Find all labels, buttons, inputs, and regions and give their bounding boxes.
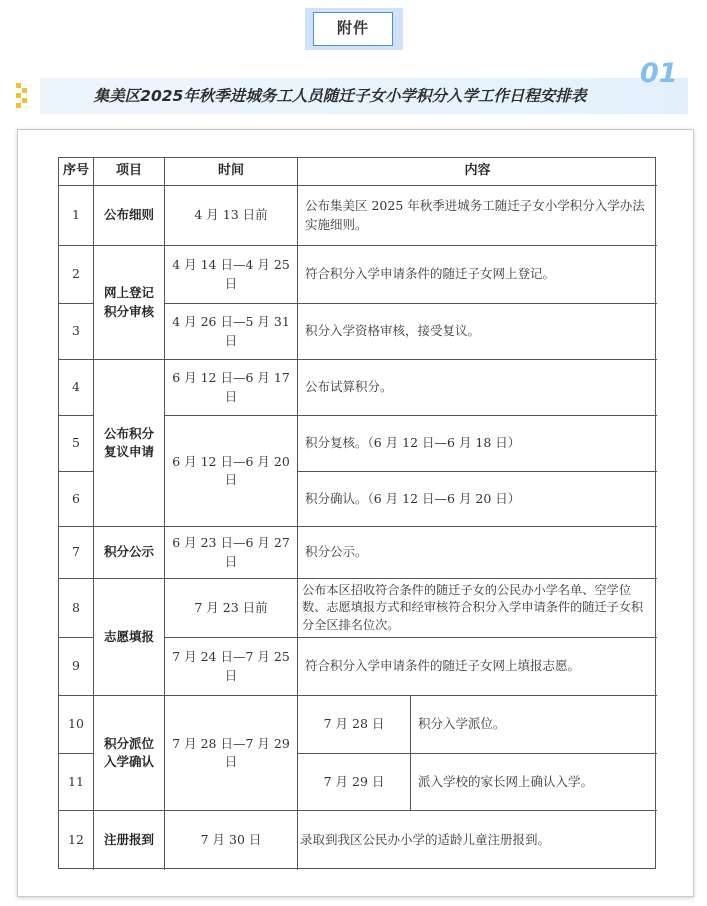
schedule-table (58, 157, 656, 869)
row-content: 公布集美区 2025 年秋季进城务工随迁子女小学积分入学办法实施细则。 (305, 198, 645, 232)
row-sub-time: 7 月 28 日 (323, 716, 385, 732)
col-header-item: 项目 (115, 163, 142, 179)
row-time: 7 月 30 日 (200, 832, 262, 848)
row-content: 积分复核。（6 月 12 日—6 月 18 日） (305, 435, 521, 451)
row-time: 4 月 14 日—4 月 25 日 (172, 257, 290, 291)
row-time: 7 月 28 日—7 月 29 日 (172, 735, 290, 769)
row-time: 7 月 24 日—7 月 25 日 (172, 649, 290, 683)
row-content: 积分入学资格审核，接受复议。 (305, 323, 481, 339)
row-number: 11 (68, 773, 84, 789)
row-content: 录取到我区公民办小学的适龄儿童注册报到。 (300, 832, 551, 848)
row-number: 9 (72, 658, 80, 674)
row-item: 注册报到 (103, 832, 154, 848)
row-item: 公布细则 (103, 207, 154, 223)
row-content: 积分公示。 (305, 544, 368, 560)
row-sub-time: 7 月 29 日 (323, 773, 385, 789)
row-number: 4 (72, 379, 80, 395)
row-item: 网上登记 积分审核 (103, 285, 154, 319)
row-content: 积分入学派位。 (418, 716, 506, 732)
row-number: 6 (72, 490, 80, 506)
row-time: 6 月 23 日—6 月 27 日 (172, 535, 290, 569)
row-number: 8 (72, 599, 80, 615)
dots-decoration-icon (16, 83, 28, 111)
row-item: 公布积分 复议申请 (103, 425, 154, 459)
row-number: 2 (72, 266, 80, 282)
row-content: 公布试算积分。 (305, 379, 393, 395)
col-header-time: 时间 (217, 163, 244, 179)
row-content: 符合积分入学申请条件的随迁子女网上填报志愿。 (305, 658, 581, 674)
row-number: 3 (72, 323, 80, 339)
row-item: 积分公示 (103, 544, 154, 560)
row-content: 符合积分入学申请条件的随迁子女网上登记。 (305, 266, 556, 282)
row-number: 7 (72, 544, 80, 560)
col-header-content: 内容 (464, 163, 491, 179)
row-time: 4 月 26 日—5 月 31 日 (172, 314, 290, 348)
attachment-tag: 附件 (313, 12, 393, 46)
row-time: 6 月 12 日—6 月 17 日 (172, 370, 290, 404)
row-number: 5 (72, 435, 80, 451)
row-number: 1 (72, 207, 80, 223)
page-title: 集美区2025年秋季进城务工人员随迁子女小学积分入学工作日程安排表 (93, 87, 587, 105)
row-item: 志愿填报 (103, 628, 154, 644)
row-content: 公布本区招收符合条件的随迁子女的公民办小学名单、空学位数、志愿填报方式和经审核符合积分入学申请条件的随迁子女积分全区排名位次。 (302, 583, 644, 632)
section-number: 01 (640, 58, 678, 89)
row-number: 10 (68, 716, 84, 732)
row-item: 积分派位 入学确认 (103, 735, 154, 769)
row-number: 12 (68, 832, 84, 848)
row-content: 派入学校的家长网上确认入学。 (418, 773, 594, 789)
row-content: 积分确认。（6 月 12 日—6 月 20 日） (305, 490, 521, 506)
row-time: 4 月 13 日前 (194, 207, 268, 223)
col-header-no: 序号 (62, 163, 89, 179)
row-time: 6 月 12 日—6 月 20 日 (172, 453, 290, 487)
row-time: 7 月 23 日前 (194, 599, 268, 615)
